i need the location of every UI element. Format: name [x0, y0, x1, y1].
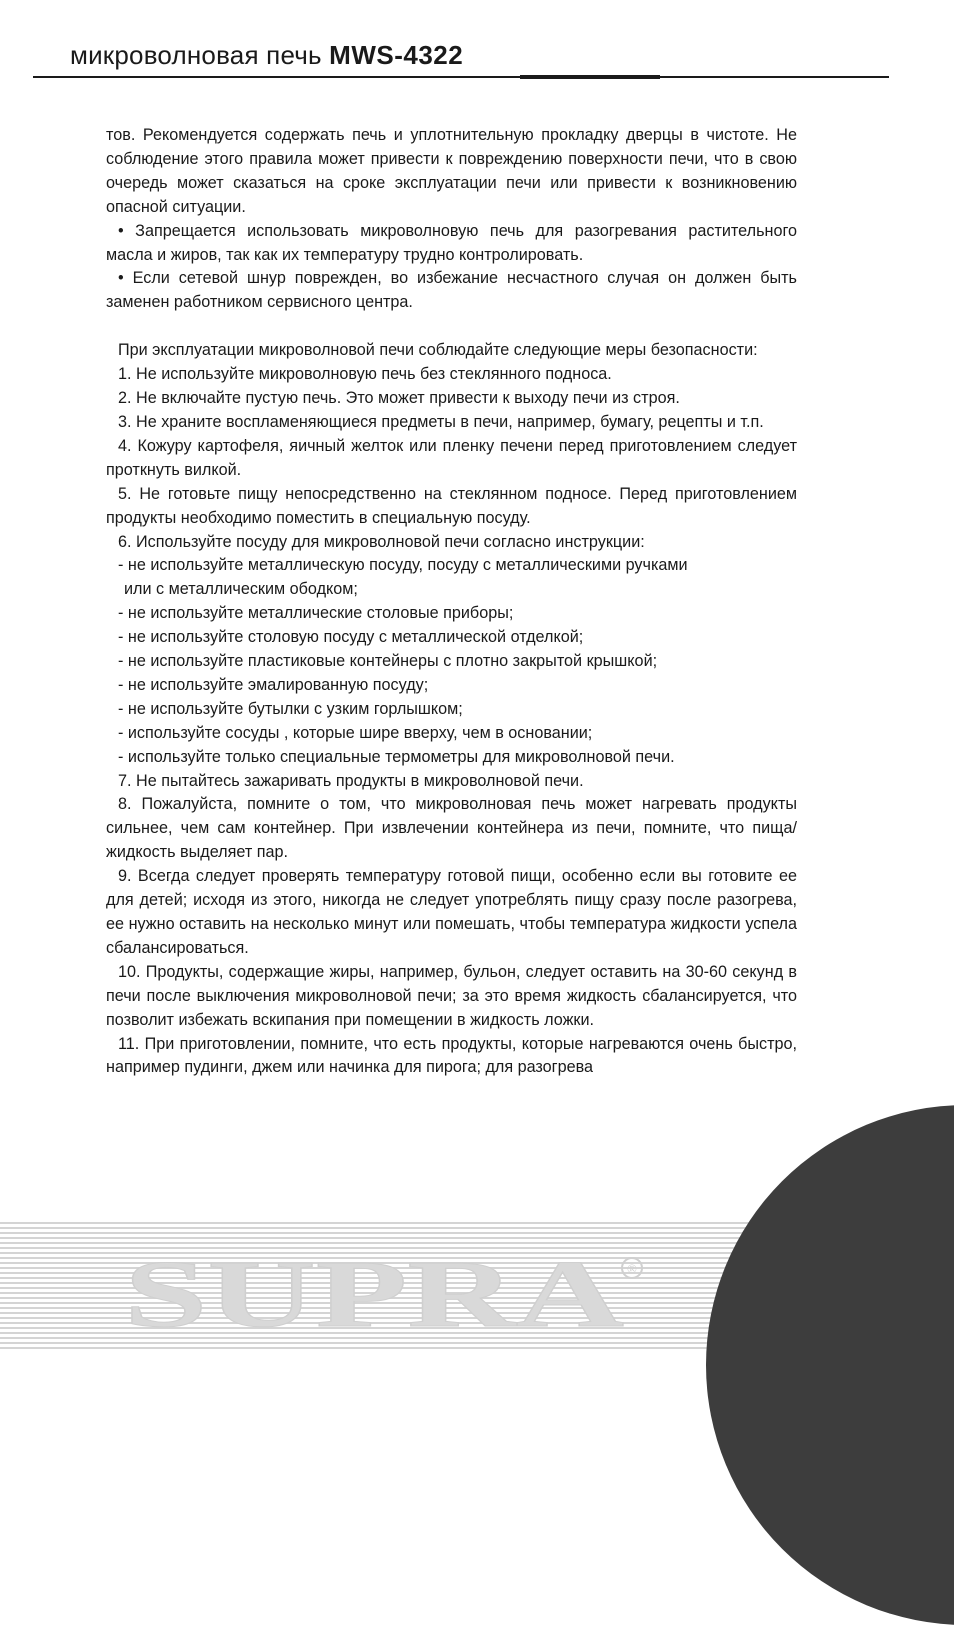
- safety-item-2: 2. Не включайте пустую печь. Это может привести к выходу печи из строя.: [118, 389, 680, 408]
- registered-mark: ®: [627, 1261, 637, 1276]
- model-number: MWS-4322: [329, 40, 464, 70]
- safety-item-5: 5. Не готовьте пищу непосредственно на стеклянном подносе. Перед приготовлением продукты необходимо поместить в специальную посуду.: [106, 484, 797, 527]
- safety-intro: При эксплуатации микроволновой печи соблюдайте следующие меры безопасности:: [118, 341, 758, 360]
- cookware-rule-4: - не используйте пластиковые контейнеры с плотно закрытой крышкой;: [118, 652, 658, 671]
- cookware-rule-2: - не используйте металлические столовые приборы;: [118, 604, 514, 623]
- corner-disc: [706, 1105, 954, 1625]
- brand-logo: [124, 1254, 644, 1334]
- cookware-rule-5: - не используйте эмалированную посуду;: [118, 675, 429, 694]
- document-body: [106, 124, 797, 1080]
- cookware-rule-7: - используйте сосуды , которые шире вверху, чем в основании;: [118, 723, 593, 742]
- safety-item-8: 8. Пожалуйста, помните о том, что микроволновая печь может нагревать продукты сильнее, чем сам контейнер. При извлечении контейнера из печи, помните, что пища/жидкость выделяет пар.: [106, 795, 797, 862]
- paragraph-continuation: тов. Рекомендуется содержать печь и уплотнительную прокладку дверцы в чистоте. Не соблюдение этого правила может привести к повреждению поверхности печи, что в свою очередь может сказаться на сроке эксплуатации печи или привести к возникновению опасной ситуации.: [106, 126, 797, 216]
- safety-item-7: 7. Не пытайтесь зажаривать продукты в микроволновой печи.: [118, 771, 584, 790]
- page-title: [70, 40, 463, 71]
- header-rule-accent: [520, 75, 660, 79]
- cookware-rule-1-continued: или с металлическим ободком;: [124, 580, 358, 599]
- safety-item-10: 10. Продукты, содержащие жиры, например, бульон, следует оставить на 30-60 секунд в печи после выключения микроволновой печи; за это время жидкость сбалансируется, что позволит избежать вскипания при помещении в жидкость ложки.: [106, 962, 797, 1029]
- cookware-rule-8: - используйте только специальные термометры для микроволновой печи.: [118, 747, 675, 766]
- safety-item-11: 11. При приготовлении, помните, что есть продукты, которые нагреваются очень быстро, например пудинги, джем или начинка для пирога; для разогрева: [106, 1034, 797, 1077]
- page-title-text: микроволновая печь: [70, 40, 330, 70]
- safety-item-9: 9. Всегда следует проверять температуру готовой пищи, особенно если вы готовите ее для детей; исходя из этого, никогда не следует употреблять пищу сразу после разогрева, ее нужно оставить на несколько минут или помешать, чтобы температура жидкости успела сбалансироваться.: [106, 867, 797, 957]
- safety-item-6: 6. Используйте посуду для микроволновой печи согласно инструкции:: [118, 532, 645, 551]
- safety-item-1: 1. Не используйте микроволновую печь без стеклянного подноса.: [118, 365, 612, 384]
- brand-wordmark: SUPRA: [124, 1254, 624, 1334]
- bullet-cord-warning: • Если сетевой шнур поврежден, во избежание несчастного случая он должен быть заменен работником сервисного центра.: [106, 269, 797, 312]
- safety-item-3: 3. Не храните воспламеняющиеся предметы в печи, например, бумагу, рецепты и т.п.: [118, 412, 764, 431]
- safety-item-4: 4. Кожуру картофеля, яичный желток или пленку печени перед приготовлением следует проткнуть вилкой.: [106, 436, 797, 479]
- header-rule: [33, 76, 889, 78]
- cookware-rule-1: - не используйте металлическую посуду, посуду с металлическими ручками: [118, 556, 688, 575]
- cookware-rule-3: - не используйте столовую посуду с металлической отделкой;: [118, 628, 584, 647]
- cookware-rule-6: - не используйте бутылки с узким горлышком;: [118, 699, 463, 718]
- bullet-oil-warning: • Запрещается использовать микроволновую печь для разогревания растительного масла и жиров, так как их температуру трудно контролировать.: [106, 221, 797, 264]
